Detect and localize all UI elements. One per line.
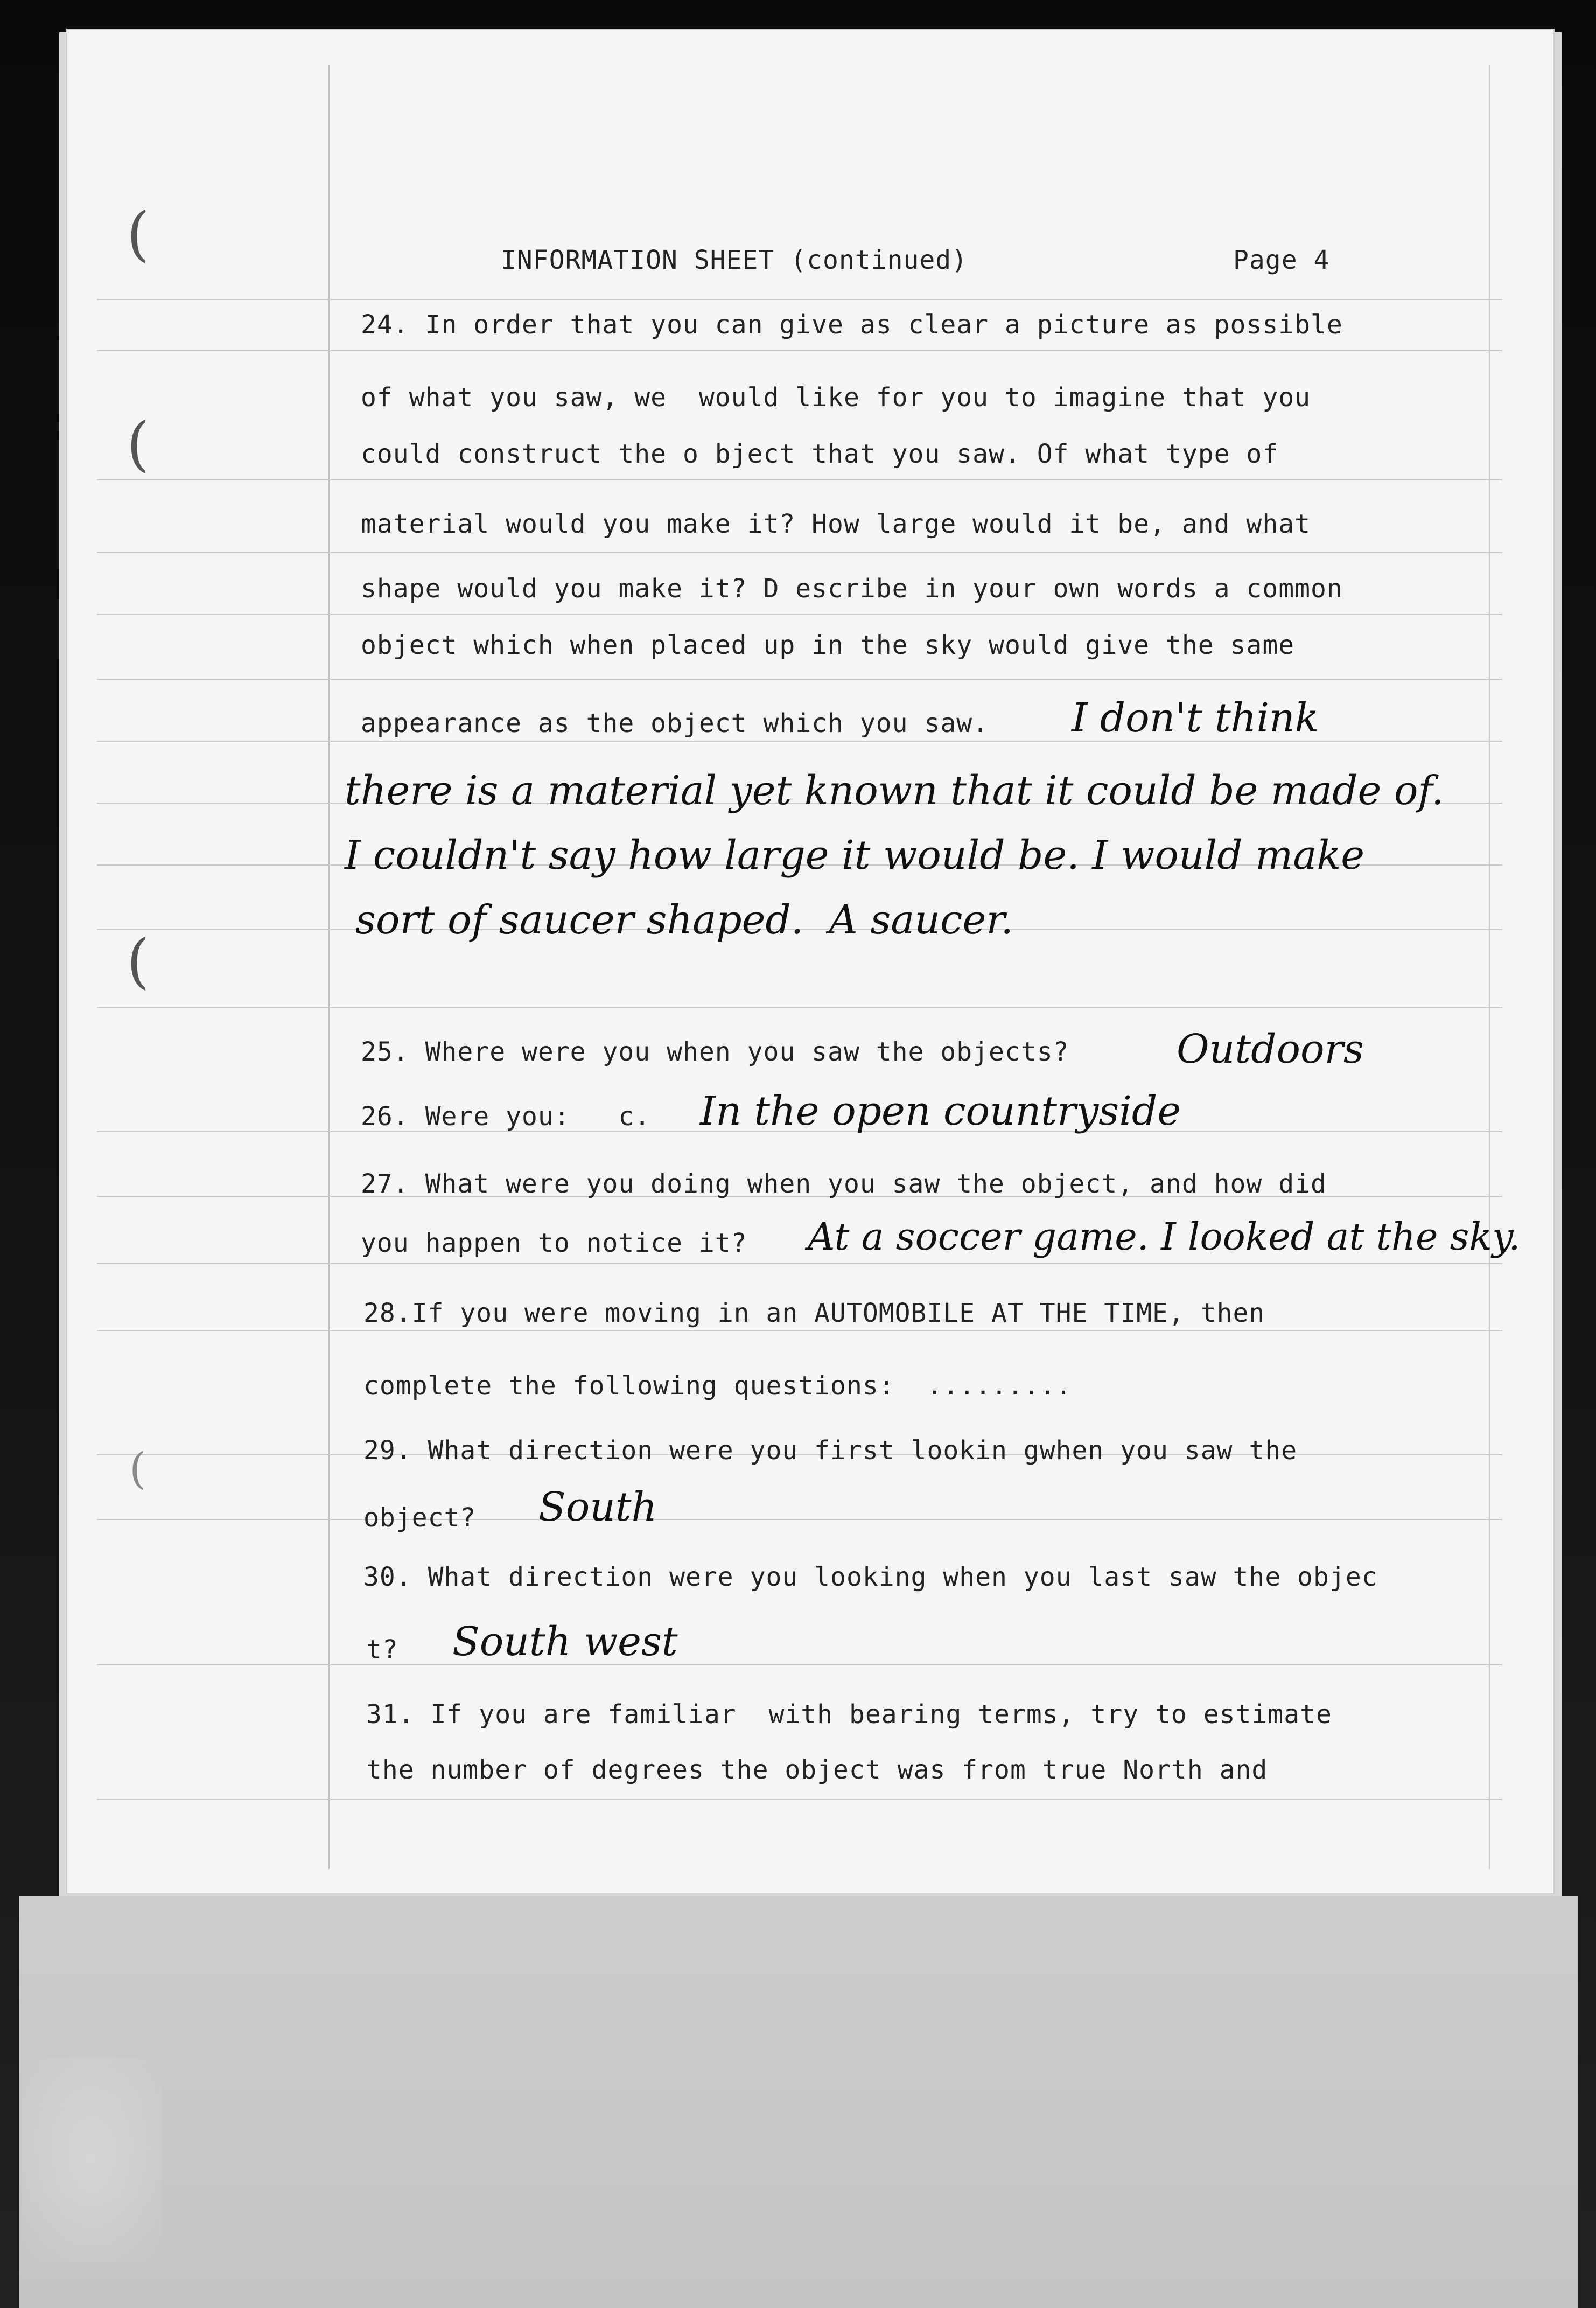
smudge [22, 2058, 162, 2262]
punch-mark: ( [127, 199, 150, 268]
ruled-line [97, 299, 1502, 300]
question-24-line: object which when placed up in the sky would give the same [361, 630, 1295, 660]
lower-sheet [19, 1896, 1578, 2308]
ruled-line [97, 552, 1502, 553]
punch-mark: ( [127, 926, 150, 995]
ruled-line [97, 1664, 1502, 1665]
ruled-line [97, 479, 1502, 480]
ruled-line [97, 1007, 1502, 1008]
document-page [67, 30, 1553, 1893]
question-27-line: 27. What were you doing when you saw the object, and how did [361, 1169, 1327, 1199]
question-30-line: t? [366, 1635, 398, 1665]
margin-rule [328, 65, 330, 1869]
answer-27: At a soccer game. I looked at the sky. [808, 1215, 1521, 1259]
question-28-line: complete the following questions: ......... [363, 1371, 1072, 1401]
question-24-line: shape would you make it? D escribe in your own words a common [361, 574, 1343, 604]
punch-mark: ( [127, 409, 150, 478]
answer-24: there is a material yet known that it could be made of. [345, 768, 1444, 814]
question-24-line: could construct the o bject that you saw. Of what type of [361, 439, 1279, 469]
sheet-title: INFORMATION SHEET (continued) [501, 245, 968, 275]
ruled-line [97, 679, 1502, 680]
question-24-line: of what you saw, we would like for you to imagine that you [361, 382, 1311, 413]
ruled-line [97, 1330, 1502, 1331]
question-29-line: object? [363, 1503, 477, 1533]
question-30-line: 30. What direction were you looking when you last saw the objec [363, 1562, 1378, 1592]
ruled-line [97, 350, 1502, 351]
question-26: 26. Were you: c. [361, 1101, 651, 1132]
punch-mark: ( [129, 1444, 146, 1494]
question-29-line: 29. What direction were you first lookin gwhen you saw the [363, 1435, 1298, 1466]
question-24-line: 24. In order that you can give as clear a picture as possible [361, 310, 1343, 340]
answer-24: I don't think [1072, 695, 1319, 741]
question-24-line: material would you make it? How large would it be, and what [361, 509, 1311, 539]
ruled-line [97, 614, 1502, 615]
right-rule [1489, 65, 1490, 1869]
question-27-line: you happen to notice it? [361, 1228, 747, 1258]
ruled-line [97, 1799, 1502, 1800]
answer-26: In the open countryside [700, 1088, 1181, 1134]
answer-30: South west [452, 1619, 678, 1665]
question-24-line: appearance as the object which you saw. [361, 708, 989, 738]
question-31-line: the number of degrees the object was from true North and [366, 1755, 1268, 1785]
ruled-line [97, 1519, 1502, 1520]
answer-24: I couldn't say how large it would be. I would make [345, 832, 1365, 878]
question-31-line: 31. If you are familiar with bearing terms, try to estimate [366, 1699, 1332, 1730]
answer-29: South [538, 1484, 657, 1530]
question-25: 25. Where were you when you saw the objects? [361, 1037, 1069, 1067]
ruled-line [97, 1263, 1502, 1264]
question-28-line: 28.If you were moving in an AUTOMOBILE AT THE TIME, then [363, 1298, 1265, 1328]
answer-24: sort of saucer shaped. A saucer. [355, 897, 1014, 943]
answer-25: Outdoors [1177, 1026, 1364, 1072]
page-number: Page 4 [1233, 245, 1330, 275]
